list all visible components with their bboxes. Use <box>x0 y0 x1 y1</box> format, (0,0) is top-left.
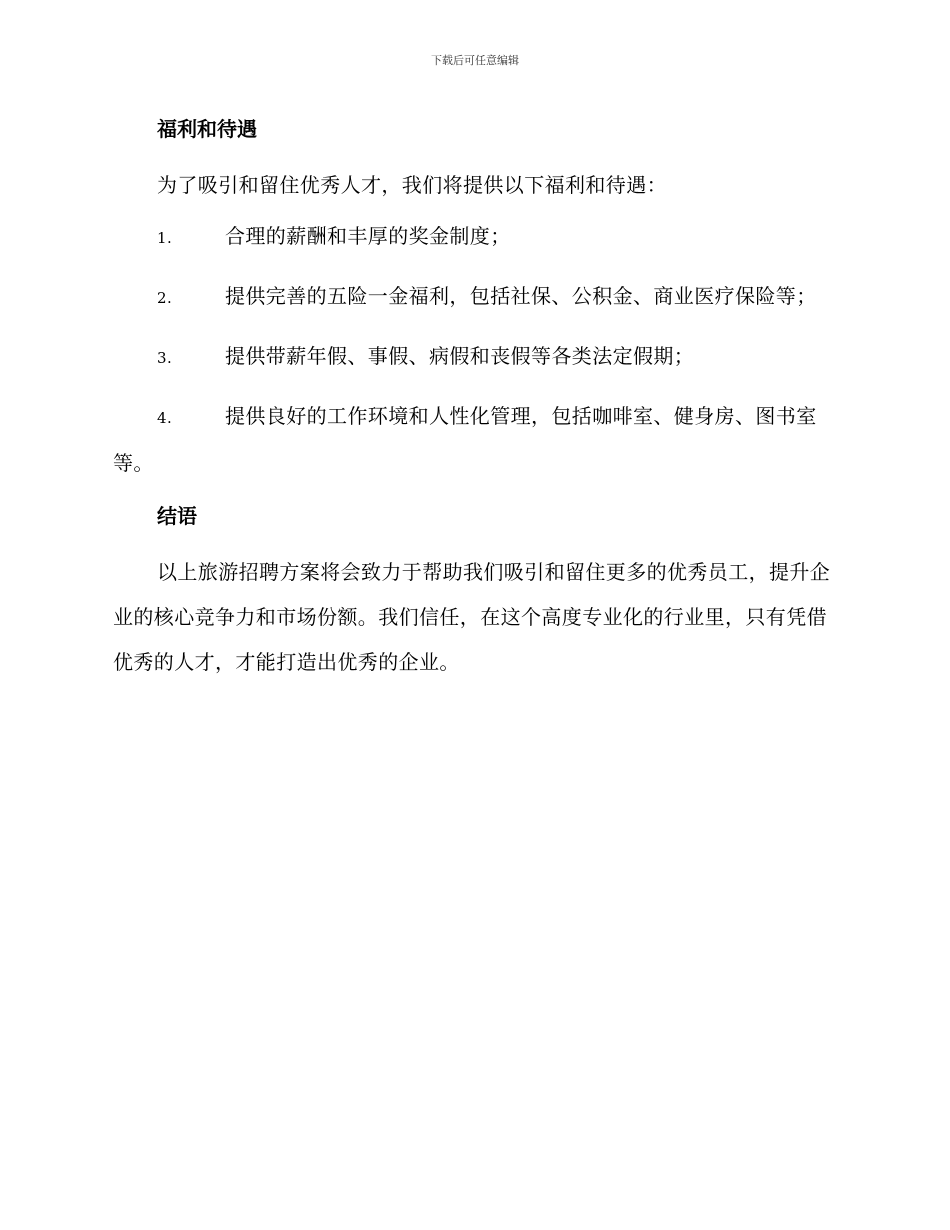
list-item <box>113 274 833 321</box>
list-item-text: 合理的薪酬和丰厚的奖金制度； <box>225 224 511 248</box>
list-item <box>113 334 833 381</box>
list-item-text: 提供完善的五险一金福利，包括社保、公积金、商业医疗保险等； <box>225 284 817 308</box>
section-heading-benefits: 福利和待遇 <box>157 117 257 141</box>
list-item <box>113 394 833 486</box>
benefits-intro-paragraph: 为了吸引和留住优秀人才，我们将提供以下福利和待遇： <box>157 173 667 197</box>
list-item-number: 2. <box>157 289 173 307</box>
list-item-number: 3. <box>157 349 173 367</box>
list-item-number: 1. <box>157 229 173 247</box>
document-body <box>113 112 833 691</box>
list-item-text: 提供良好的工作环境和人性化管理，包括咖啡室、健身房、图书室等。 <box>113 404 817 475</box>
page-header: 下载后可任意编辑 <box>431 54 519 67</box>
section-heading-conclusion: 结语 <box>157 504 197 528</box>
conclusion-paragraph: 以上旅游招聘方案将会致力于帮助我们吸引和留住更多的优秀员工，提升企业的核心竞争力和市场份额。我们信任，在这个高度专业化的行业里，只有凭借优秀的人才，才能打造出优秀的企业。 <box>113 560 831 674</box>
list-item-number: 4. <box>157 409 173 427</box>
list-item <box>113 214 833 261</box>
list-item-text: 提供带薪年假、事假、病假和丧假等各类法定假期； <box>225 344 695 368</box>
